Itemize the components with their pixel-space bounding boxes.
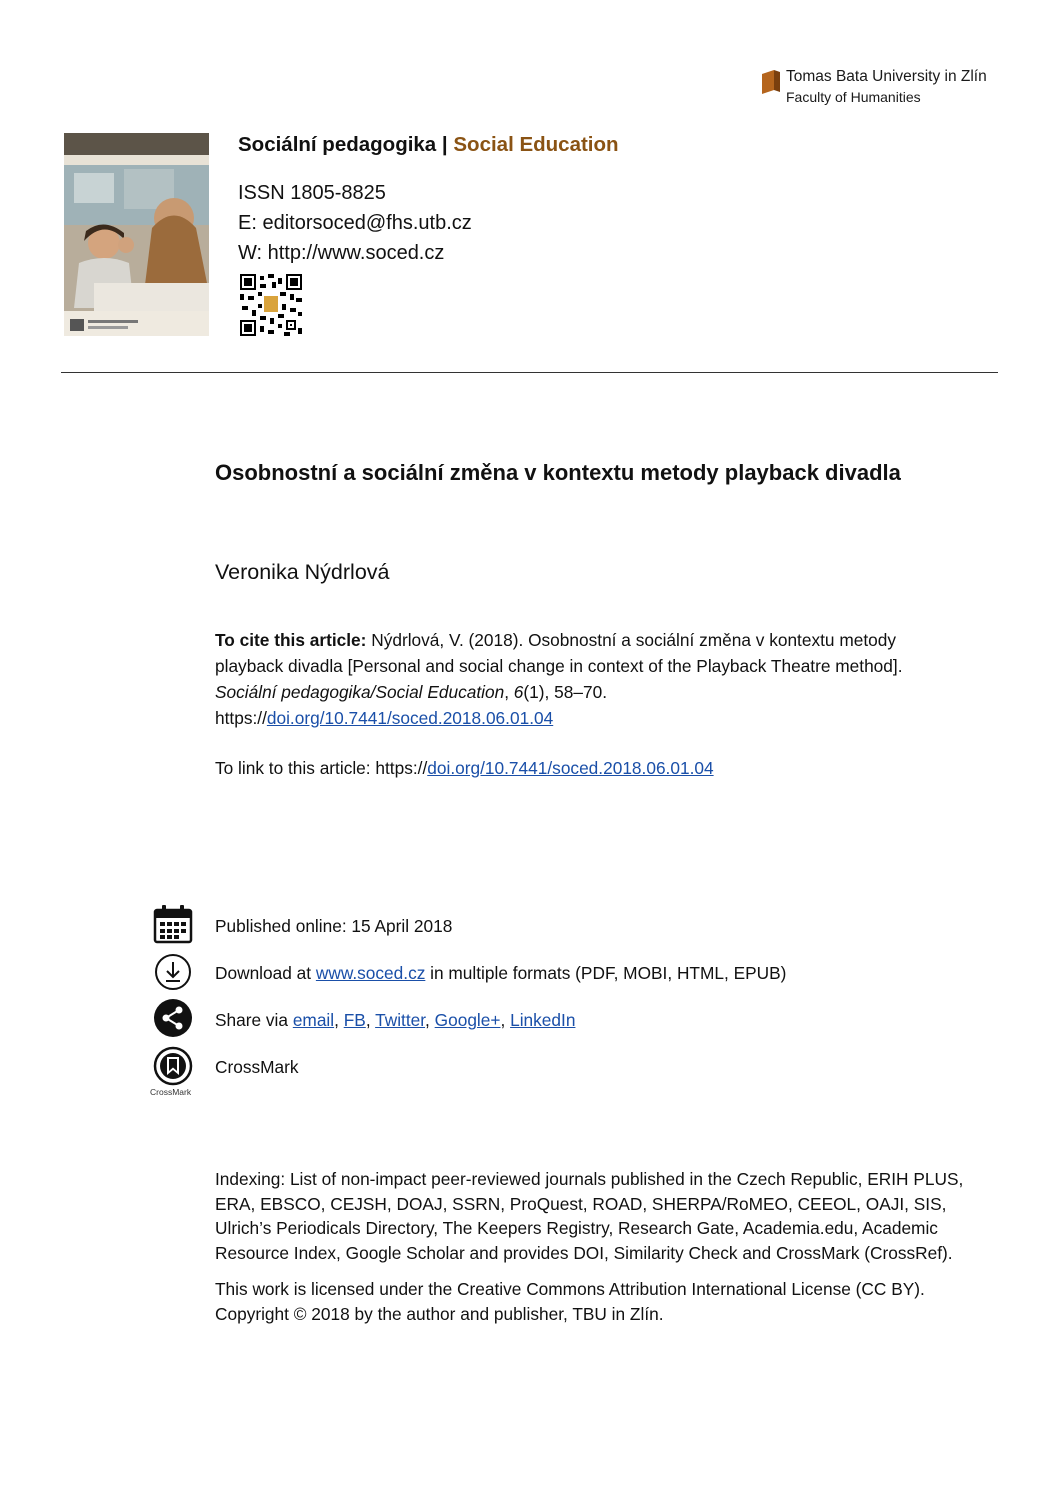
university-name: Tomas Bata University in Zlín: [786, 68, 987, 85]
share-line: Share via email, FB, Twitter, Google+, LinkedIn: [215, 1010, 576, 1030]
article-author: Veronika Nýdrlová: [215, 560, 390, 584]
download-link[interactable]: www.soced.cz: [315, 963, 426, 983]
crossmark-icon[interactable]: [153, 1046, 193, 1086]
cite-journal: Sociální pedagogika/Social Education: [215, 682, 505, 702]
journal-title: [238, 133, 619, 157]
journal-title-cz: Sociální pedagogika: [238, 133, 437, 156]
journal-website: W: http://www.soced.cz: [238, 242, 445, 264]
article-title: Osobnostní a sociální změna v kontextu metody playback divadla: [215, 460, 901, 485]
share-pre: Share via: [215, 1010, 293, 1030]
copyright-text: Copyright © 2018 by the author and publisher, TBU in Zlín.: [215, 1304, 664, 1324]
faculty-name: Faculty of Humanities: [786, 89, 921, 105]
cite-doi-link[interactable]: doi.org/10.7441/soced.2018.06.01.04: [266, 708, 554, 728]
university-logo-icon: [762, 70, 780, 94]
download-icon: [153, 952, 193, 992]
link-label: To link to this article: https://: [215, 758, 428, 778]
share-email-link[interactable]: email: [292, 1010, 335, 1030]
crossmark-text: CrossMark: [215, 1057, 299, 1077]
header-divider: [61, 372, 998, 373]
download-pre: Download at: [215, 963, 316, 983]
cite-label: To cite this article:: [215, 630, 367, 650]
download-post: in multiple formats (PDF, MOBI, HTML, EPUB): [425, 963, 787, 983]
journal-title-en: Social Education: [453, 133, 619, 156]
cite-text: Nýdrlová, V. (2018). Osobnostní a sociální změna v kontextu metody playback divadla [Personal and social change in context of the Playback Theatre method].: [215, 630, 903, 676]
journal-cover-image: [64, 133, 209, 336]
citation-block: [215, 627, 935, 731]
article-doi-link[interactable]: doi.org/10.7441/soced.2018.06.01.04: [427, 758, 714, 778]
journal-email: E: editorsoced@fhs.utb.cz: [238, 212, 472, 234]
indexing-text: Indexing: List of non-impact peer-reviewed journals published in the Czech Republic, ERIH PLUS, ERA, EBSCO, CEJSH, DOAJ, SSRN, ProQuest, ROAD, SHERPA/RoMEO, CEEOL, OAJI, SIS, Ulrich’s Periodicals Directory, The Keepers Registry, Research Gate, Academia.edu, Academic Resource Index, Google Scholar and provides DOI, Similarity Check and CrossMark (CrossRef).: [215, 1169, 964, 1263]
cite-rest: (1), 58–70. https://: [215, 682, 608, 728]
share-fb-link[interactable]: FB: [343, 1010, 366, 1030]
university-logo-text: [786, 67, 987, 107]
calendar-icon: [153, 904, 193, 944]
journal-issn: ISSN 1805-8825: [238, 182, 386, 204]
qr-code-icon: [240, 274, 302, 336]
cite-sep: ,: [504, 682, 514, 702]
share-googleplus-link[interactable]: Google+: [434, 1010, 501, 1030]
link-line: [215, 758, 714, 779]
share-icon: [153, 998, 193, 1038]
license-text: This work is licensed under the Creative Commons Attribution International License (CC BY).: [215, 1279, 925, 1299]
share-twitter-link[interactable]: Twitter: [375, 1010, 426, 1030]
share-linkedin-link[interactable]: LinkedIn: [510, 1010, 576, 1030]
download-line: [215, 963, 786, 984]
cite-volume: 6: [513, 682, 524, 702]
crossmark-icon-label: CrossMark: [150, 1087, 192, 1097]
published-date: Published online: 15 April 2018: [215, 916, 453, 936]
license-block: [215, 1277, 975, 1327]
journal-title-separator: |: [441, 133, 448, 156]
